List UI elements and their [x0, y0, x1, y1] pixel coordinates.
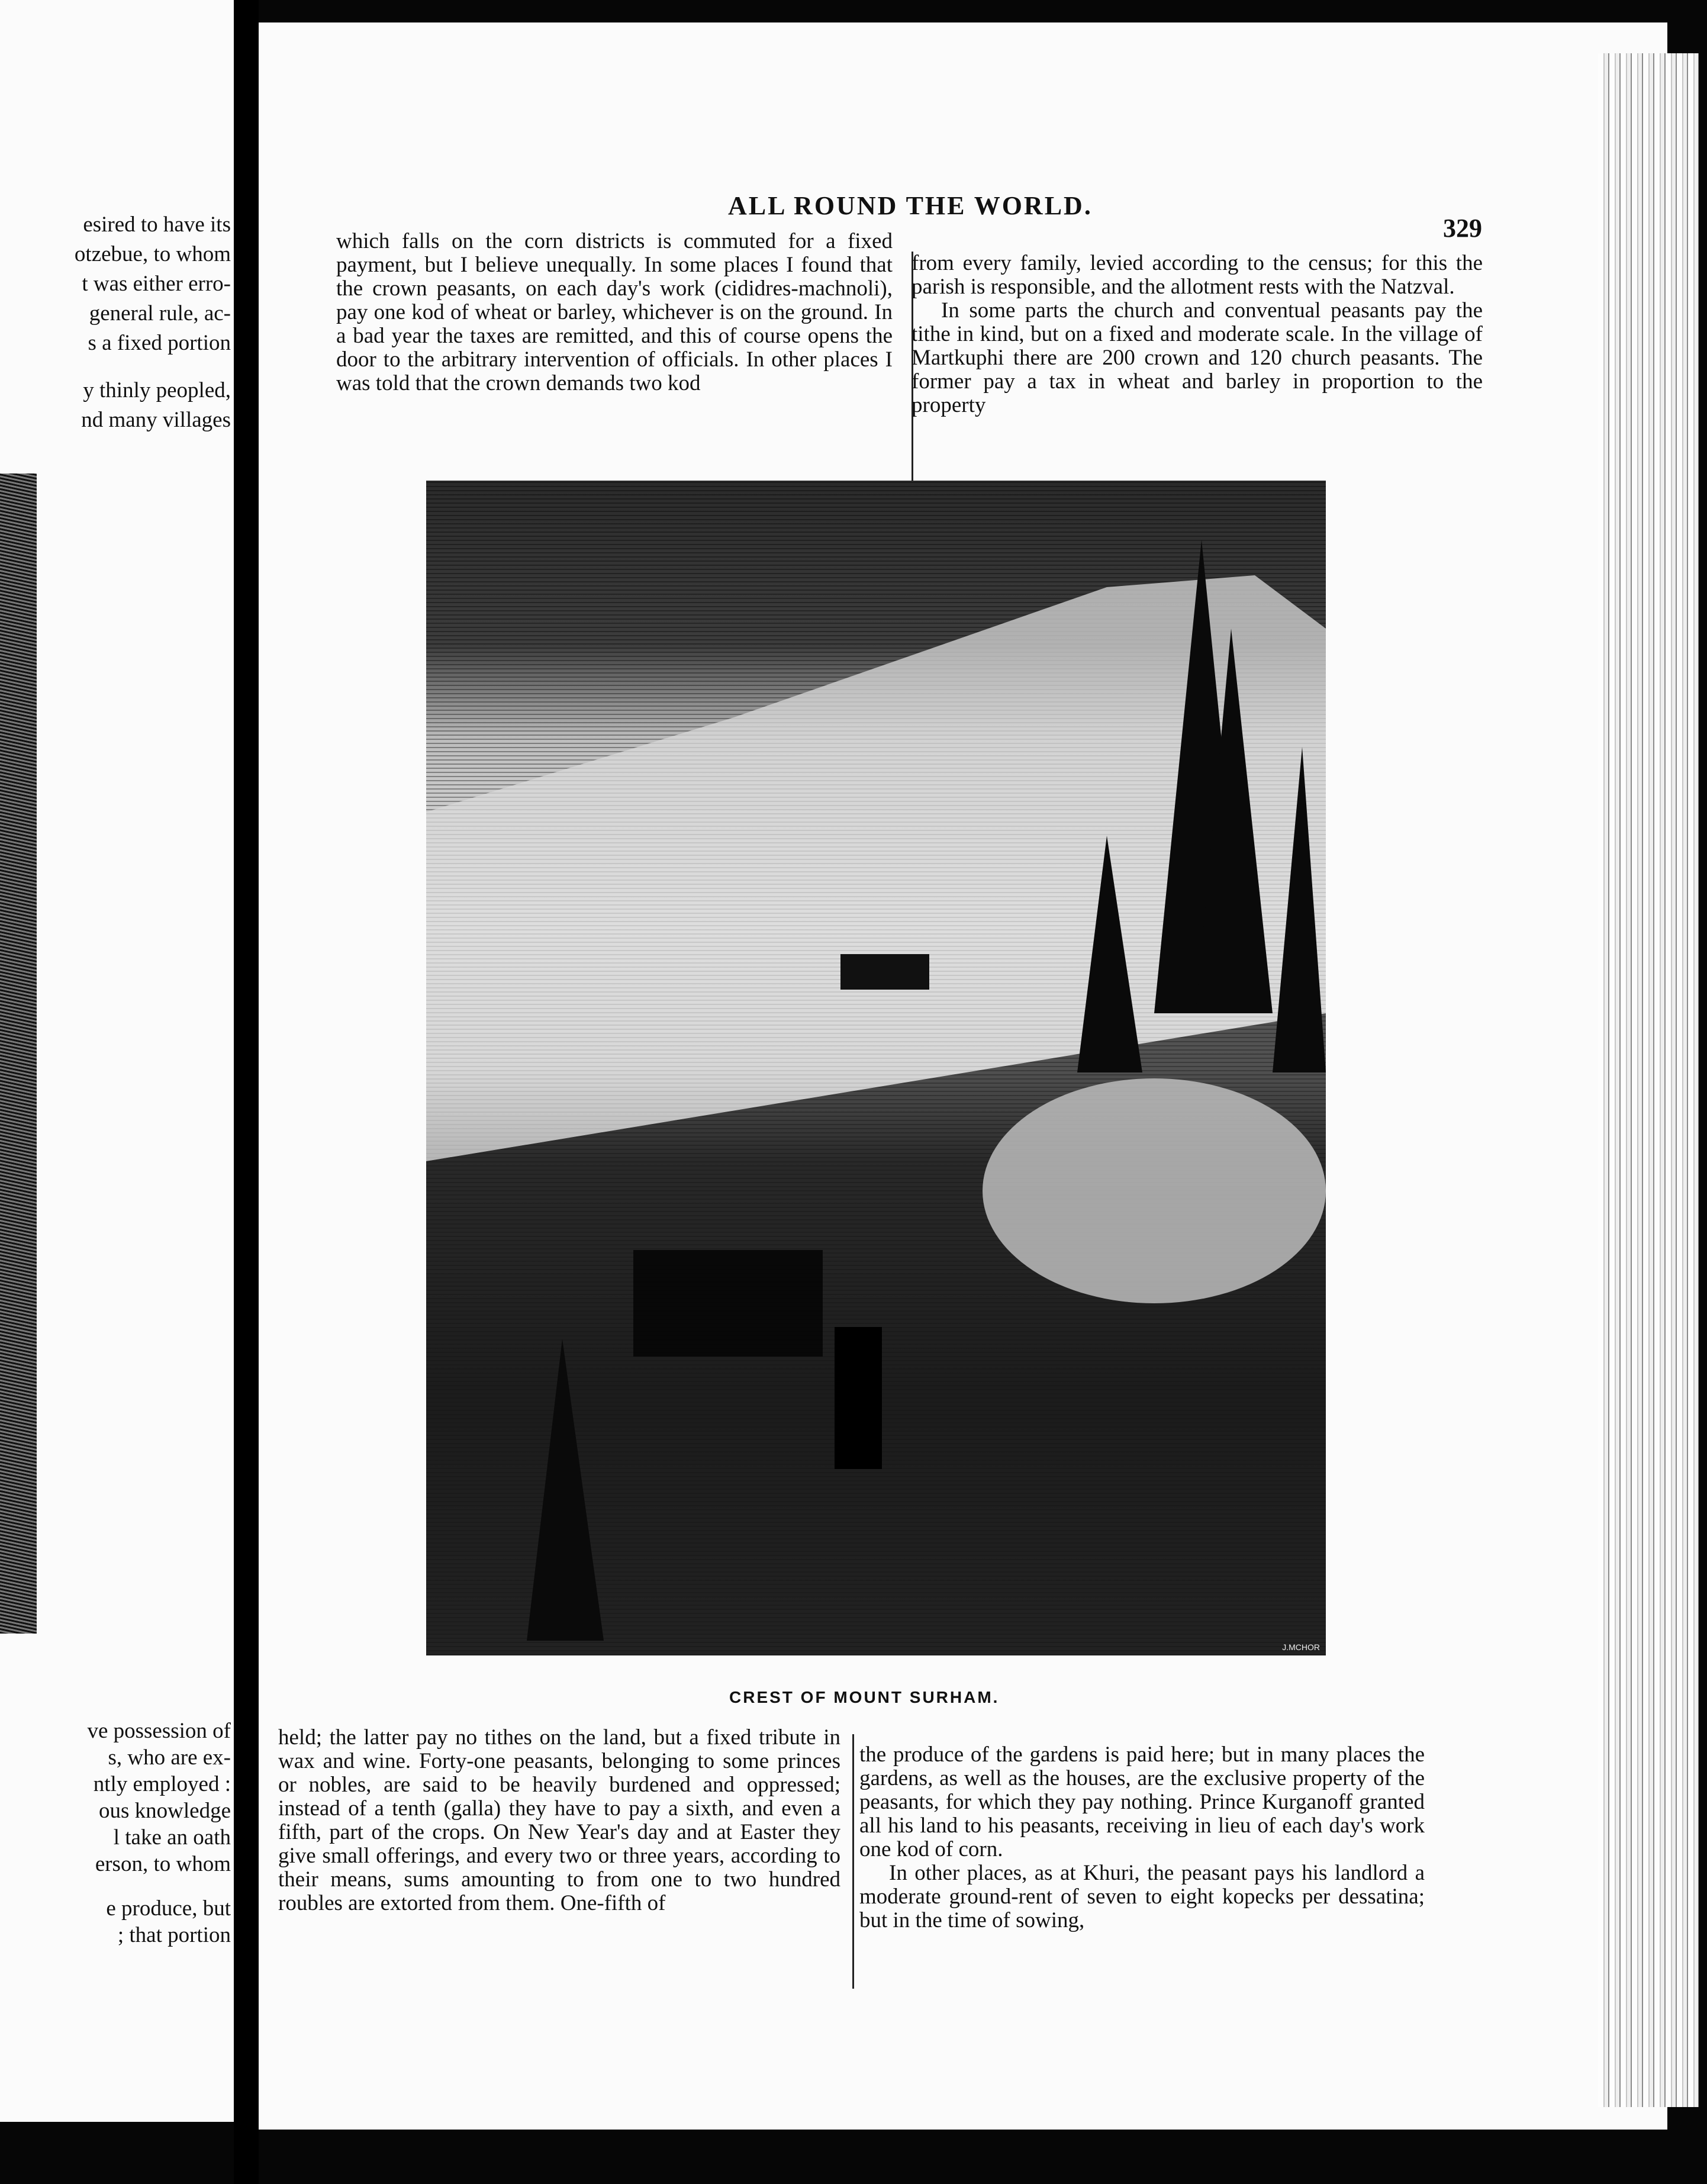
engraving-illustration: [426, 481, 1326, 1655]
left-text-line: erson, to whom: [95, 1852, 231, 1876]
left-text-line: l take an oath: [113, 1825, 231, 1850]
engraving-scene: [426, 481, 1326, 1655]
paragraph: which falls on the corn districts is commuted for a fixed payment, but I believe unequally. In some places I found that the crown peasants, on each day's work (cididres-machnoli), pay one kod of wheat or barley, whichever is on the ground. In a bad year the taxes are remitted, and this of course opens the door to the arbitrary intervention of officials. In other places I was told that the crown demands two kod: [336, 229, 893, 395]
left-text-line: s a fixed portion: [88, 331, 231, 355]
page-edges: [1598, 53, 1699, 2107]
bottom-right-column: [859, 1743, 1425, 1932]
walking-figure: [835, 1327, 882, 1469]
left-facing-page: [0, 0, 234, 2122]
left-text-line: t was either erro-: [82, 272, 231, 296]
left-text-line: ous knowledge: [99, 1799, 231, 1823]
sledge-party: [633, 1250, 823, 1357]
left-text-line: ; that portion: [117, 1923, 231, 1947]
paragraph: held; the latter pay no tithes on the land, but a fixed tribute in wax and wine. Forty-one peasants, belonging to some princes or nobles, are said to be heavily burdened and oppressed; instead of a tenth (galla) they have to pay a sixth, and even a fifth, part of the crops. On New Year's day and at Easter they give small offerings, and every two or three years, according to their means, sums amounting to from one to two hundred roubles are extorted from them. One-fifth of: [278, 1725, 840, 1915]
bottom-left-column: [278, 1726, 840, 1915]
top-right-column: [912, 252, 1483, 417]
left-text-line: nd many villages: [81, 408, 231, 432]
column-rule: [852, 1734, 854, 1989]
engraver-signature: J.MCHOR: [1282, 1642, 1320, 1652]
book-gutter: [234, 0, 259, 2184]
paragraph: In other places, as at Khuri, the peasant pays his landlord a moderate ground-rent of seven to eight kopecks per dessatina; but in the time of sowing,: [859, 1861, 1425, 1932]
left-text-line: s, who are ex-: [108, 1745, 231, 1770]
left-page-illustration-edge: [0, 473, 37, 1634]
left-text-line: esired to have its: [83, 212, 231, 237]
running-head: ALL ROUND THE WORLD.: [728, 191, 1093, 220]
left-text-line: e produce, but: [106, 1896, 231, 1921]
distant-sledge: [840, 954, 929, 990]
paragraph: from every family, levied according to the census; for this the parish is responsible, and the allotment rests with the Natzval.: [912, 251, 1483, 299]
paragraph: In some parts the church and conventual peasants pay the tithe in kind, but on a fixed and moderate scale. In the village of Martkuphi there are 200 crown and 120 church peasants. The former pay a tax in wheat and barley in proportion to the property: [912, 298, 1483, 417]
page-number: 329: [1443, 214, 1482, 243]
left-text-line: y thinly peopled,: [83, 378, 231, 402]
snow-mound: [983, 1078, 1326, 1303]
left-text-line: general rule, ac-: [89, 301, 231, 326]
left-text-line: ve possession of: [87, 1719, 231, 1743]
left-text-line: ntly employed :: [93, 1772, 231, 1796]
illustration-caption: CREST OF MOUNT SURHAM.: [729, 1688, 1000, 1706]
top-left-column: [336, 230, 893, 395]
left-text-line: otzebue, to whom: [74, 242, 231, 266]
paragraph: the produce of the gardens is paid here; but in many places the gardens, as well as the houses, are the exclusive property of the peasants, for which they pay nothing. Prince Kurganoff granted all his land to his peasants, receiving in lieu of each day's work one kod of corn.: [859, 1742, 1425, 1861]
